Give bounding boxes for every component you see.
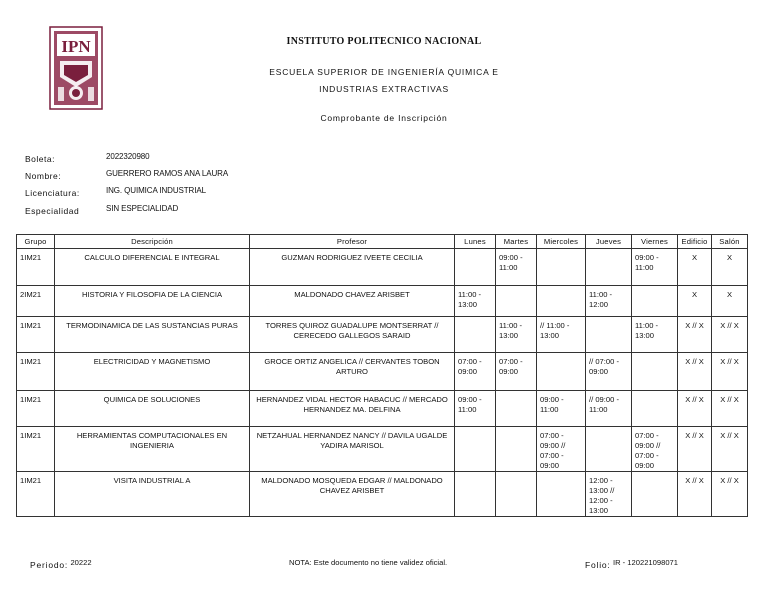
folio-label: Folio:: [585, 560, 611, 570]
cell-martes: 11:00 - 13:00: [496, 317, 537, 353]
header-descripcion: Descripción: [55, 235, 250, 249]
institution-name: INSTITUTO POLITECNICO NACIONAL: [286, 36, 482, 47]
cell-viernes: 11:00 - 13:00: [632, 317, 678, 353]
cell-edificio: X // X: [678, 472, 712, 517]
cell-grupo: 1IM21: [17, 317, 55, 353]
especialidad-label: Especialidad: [25, 206, 80, 216]
boleta-value: 2022320980: [106, 152, 150, 161]
school-name-line1: ESCUELA SUPERIOR DE INGENIERÍA QUIMICA E: [269, 67, 499, 77]
document-title: Comprobante de Inscripción: [320, 113, 448, 123]
table-row: [17, 249, 748, 286]
cell-jueves: // 07:00 - 09:00: [586, 353, 632, 391]
nombre-value: GUERRERO RAMOS ANA LAURA: [106, 169, 229, 178]
header-grupo: Grupo: [17, 235, 55, 249]
cell-descripcion: TERMODINAMICA DE LAS SUSTANCIAS PURAS: [55, 317, 250, 353]
cell-miercoles: 07:00 - 09:00 // 07:00 - 09:00: [537, 427, 586, 472]
cell-descripcion: QUIMICA DE SOLUCIONES: [55, 391, 250, 427]
cell-profesor: MALDONADO MOSQUEDA EDGAR // MALDONADO CHAVEZ ARISBET: [250, 472, 455, 517]
cell-martes: [496, 286, 537, 317]
cell-lunes: [455, 317, 496, 353]
table-header-row: [17, 235, 748, 249]
periodo-label: Periodo:: [30, 560, 69, 570]
cell-martes: [496, 472, 537, 517]
cell-profesor: GROCE ORTIZ ANGELICA // CERVANTES TOBON ARTURO: [250, 353, 455, 391]
header-lunes: Lunes: [455, 235, 496, 249]
cell-lunes: 11:00 - 13:00: [455, 286, 496, 317]
cell-descripcion: CALCULO DIFERENCIAL E INTEGRAL: [55, 249, 250, 286]
header-miercoles: Miercoles: [537, 235, 586, 249]
cell-martes: [496, 427, 537, 472]
cell-salon: X // X: [712, 317, 748, 353]
cell-salon: X // X: [712, 353, 748, 391]
periodo-block: [30, 560, 92, 570]
cell-martes: 09:00 - 11:00: [496, 249, 537, 286]
cell-descripcion: HISTORIA Y FILOSOFIA DE LA CIENCIA: [55, 286, 250, 317]
cell-salon: X // X: [712, 427, 748, 472]
cell-edificio: X // X: [678, 391, 712, 427]
cell-viernes: [632, 353, 678, 391]
cell-grupo: 1IM21: [17, 249, 55, 286]
cell-edificio: X: [678, 286, 712, 317]
cell-jueves: [586, 249, 632, 286]
cell-profesor: GUZMAN RODRIGUEZ IVEETE CECILIA: [250, 249, 455, 286]
cell-profesor: NETZAHUAL HERNANDEZ NANCY // DAVILA UGALDE YADIRA MARISOL: [250, 427, 455, 472]
cell-profesor: HERNANDEZ VIDAL HECTOR HABACUC // MERCADO HERNANDEZ MA. DELFINA: [250, 391, 455, 427]
cell-edificio: X: [678, 249, 712, 286]
cell-miercoles: [537, 286, 586, 317]
table-row: [17, 391, 748, 427]
cell-grupo: 1IM21: [17, 427, 55, 472]
cell-salon: X // X: [712, 472, 748, 517]
cell-miercoles: [537, 249, 586, 286]
cell-viernes: [632, 472, 678, 517]
boleta-label: Boleta:: [25, 154, 55, 164]
cell-miercoles: [537, 472, 586, 517]
cell-viernes: [632, 286, 678, 317]
cell-miercoles: 09:00 - 11:00: [537, 391, 586, 427]
table-row: [17, 427, 748, 472]
cell-grupo: 1IM21: [17, 391, 55, 427]
cell-edificio: X // X: [678, 353, 712, 391]
licenciatura-label: Licenciatura:: [25, 188, 80, 198]
cell-miercoles: // 11:00 - 13:00: [537, 317, 586, 353]
cell-profesor: MALDONADO CHAVEZ ARISBET: [250, 286, 455, 317]
cell-lunes: [455, 249, 496, 286]
cell-lunes: 07:00 - 09:00: [455, 353, 496, 391]
schedule-table: [16, 234, 748, 517]
cell-grupo: 1IM21: [17, 472, 55, 517]
cell-lunes: 09:00 - 11:00: [455, 391, 496, 427]
especialidad-value: SIN ESPECIALIDAD: [106, 204, 179, 213]
cell-jueves: [586, 427, 632, 472]
header-martes: Martes: [496, 235, 537, 249]
cell-edificio: X // X: [678, 427, 712, 472]
cell-descripcion: HERRAMIENTAS COMPUTACIONALES EN INGENIERIA: [55, 427, 250, 472]
licenciatura-value: ING. QUIMICA INDUSTRIAL: [106, 186, 206, 195]
cell-martes: 07:00 - 09:00: [496, 353, 537, 391]
periodo-value: 20222: [70, 558, 92, 567]
cell-grupo: 1IM21: [17, 353, 55, 391]
header-edificio: Edificio: [678, 235, 712, 249]
folio-value: IR - 120221098071: [612, 558, 678, 567]
cell-miercoles: [537, 353, 586, 391]
header-salon: Salón: [712, 235, 748, 249]
cell-salon: X: [712, 249, 748, 286]
table-row: [17, 472, 748, 517]
cell-profesor: TORRES QUIROZ GUADALUPE MONTSERRAT // CERECEDO GALLEGOS SARAID: [250, 317, 455, 353]
nombre-label: Nombre:: [25, 171, 62, 181]
cell-viernes: 07:00 - 09:00 // 07:00 - 09:00: [632, 427, 678, 472]
cell-salon: X // X: [712, 391, 748, 427]
cell-lunes: [455, 427, 496, 472]
cell-descripcion: ELECTRICIDAD Y MAGNETISMO: [55, 353, 250, 391]
cell-descripcion: VISITA INDUSTRIAL A: [55, 472, 250, 517]
header-profesor: Profesor: [250, 235, 455, 249]
cell-edificio: X // X: [678, 317, 712, 353]
cell-jueves: 12:00 - 13:00 // 12:00 - 13:00: [586, 472, 632, 517]
logo-lettering: IPN: [61, 37, 91, 56]
table-row: [17, 286, 748, 317]
header-jueves: Jueves: [586, 235, 632, 249]
school-name-line2: INDUSTRIAS EXTRACTIVAS: [319, 84, 449, 94]
table-row: [17, 317, 748, 353]
cell-jueves: 11:00 - 12:00: [586, 286, 632, 317]
folio-block: [585, 560, 678, 570]
disclaimer-note: NOTA: Este documento no tiene validez oficial.: [289, 558, 448, 567]
table-row: [17, 353, 748, 391]
cell-martes: [496, 391, 537, 427]
cell-jueves: // 09:00 - 11:00: [586, 391, 632, 427]
cell-lunes: [455, 472, 496, 517]
cell-salon: X: [712, 286, 748, 317]
cell-viernes: 09:00 - 11:00: [632, 249, 678, 286]
header-viernes: Viernes: [632, 235, 678, 249]
cell-jueves: [586, 317, 632, 353]
cell-viernes: [632, 391, 678, 427]
cell-grupo: 2IM21: [17, 286, 55, 317]
